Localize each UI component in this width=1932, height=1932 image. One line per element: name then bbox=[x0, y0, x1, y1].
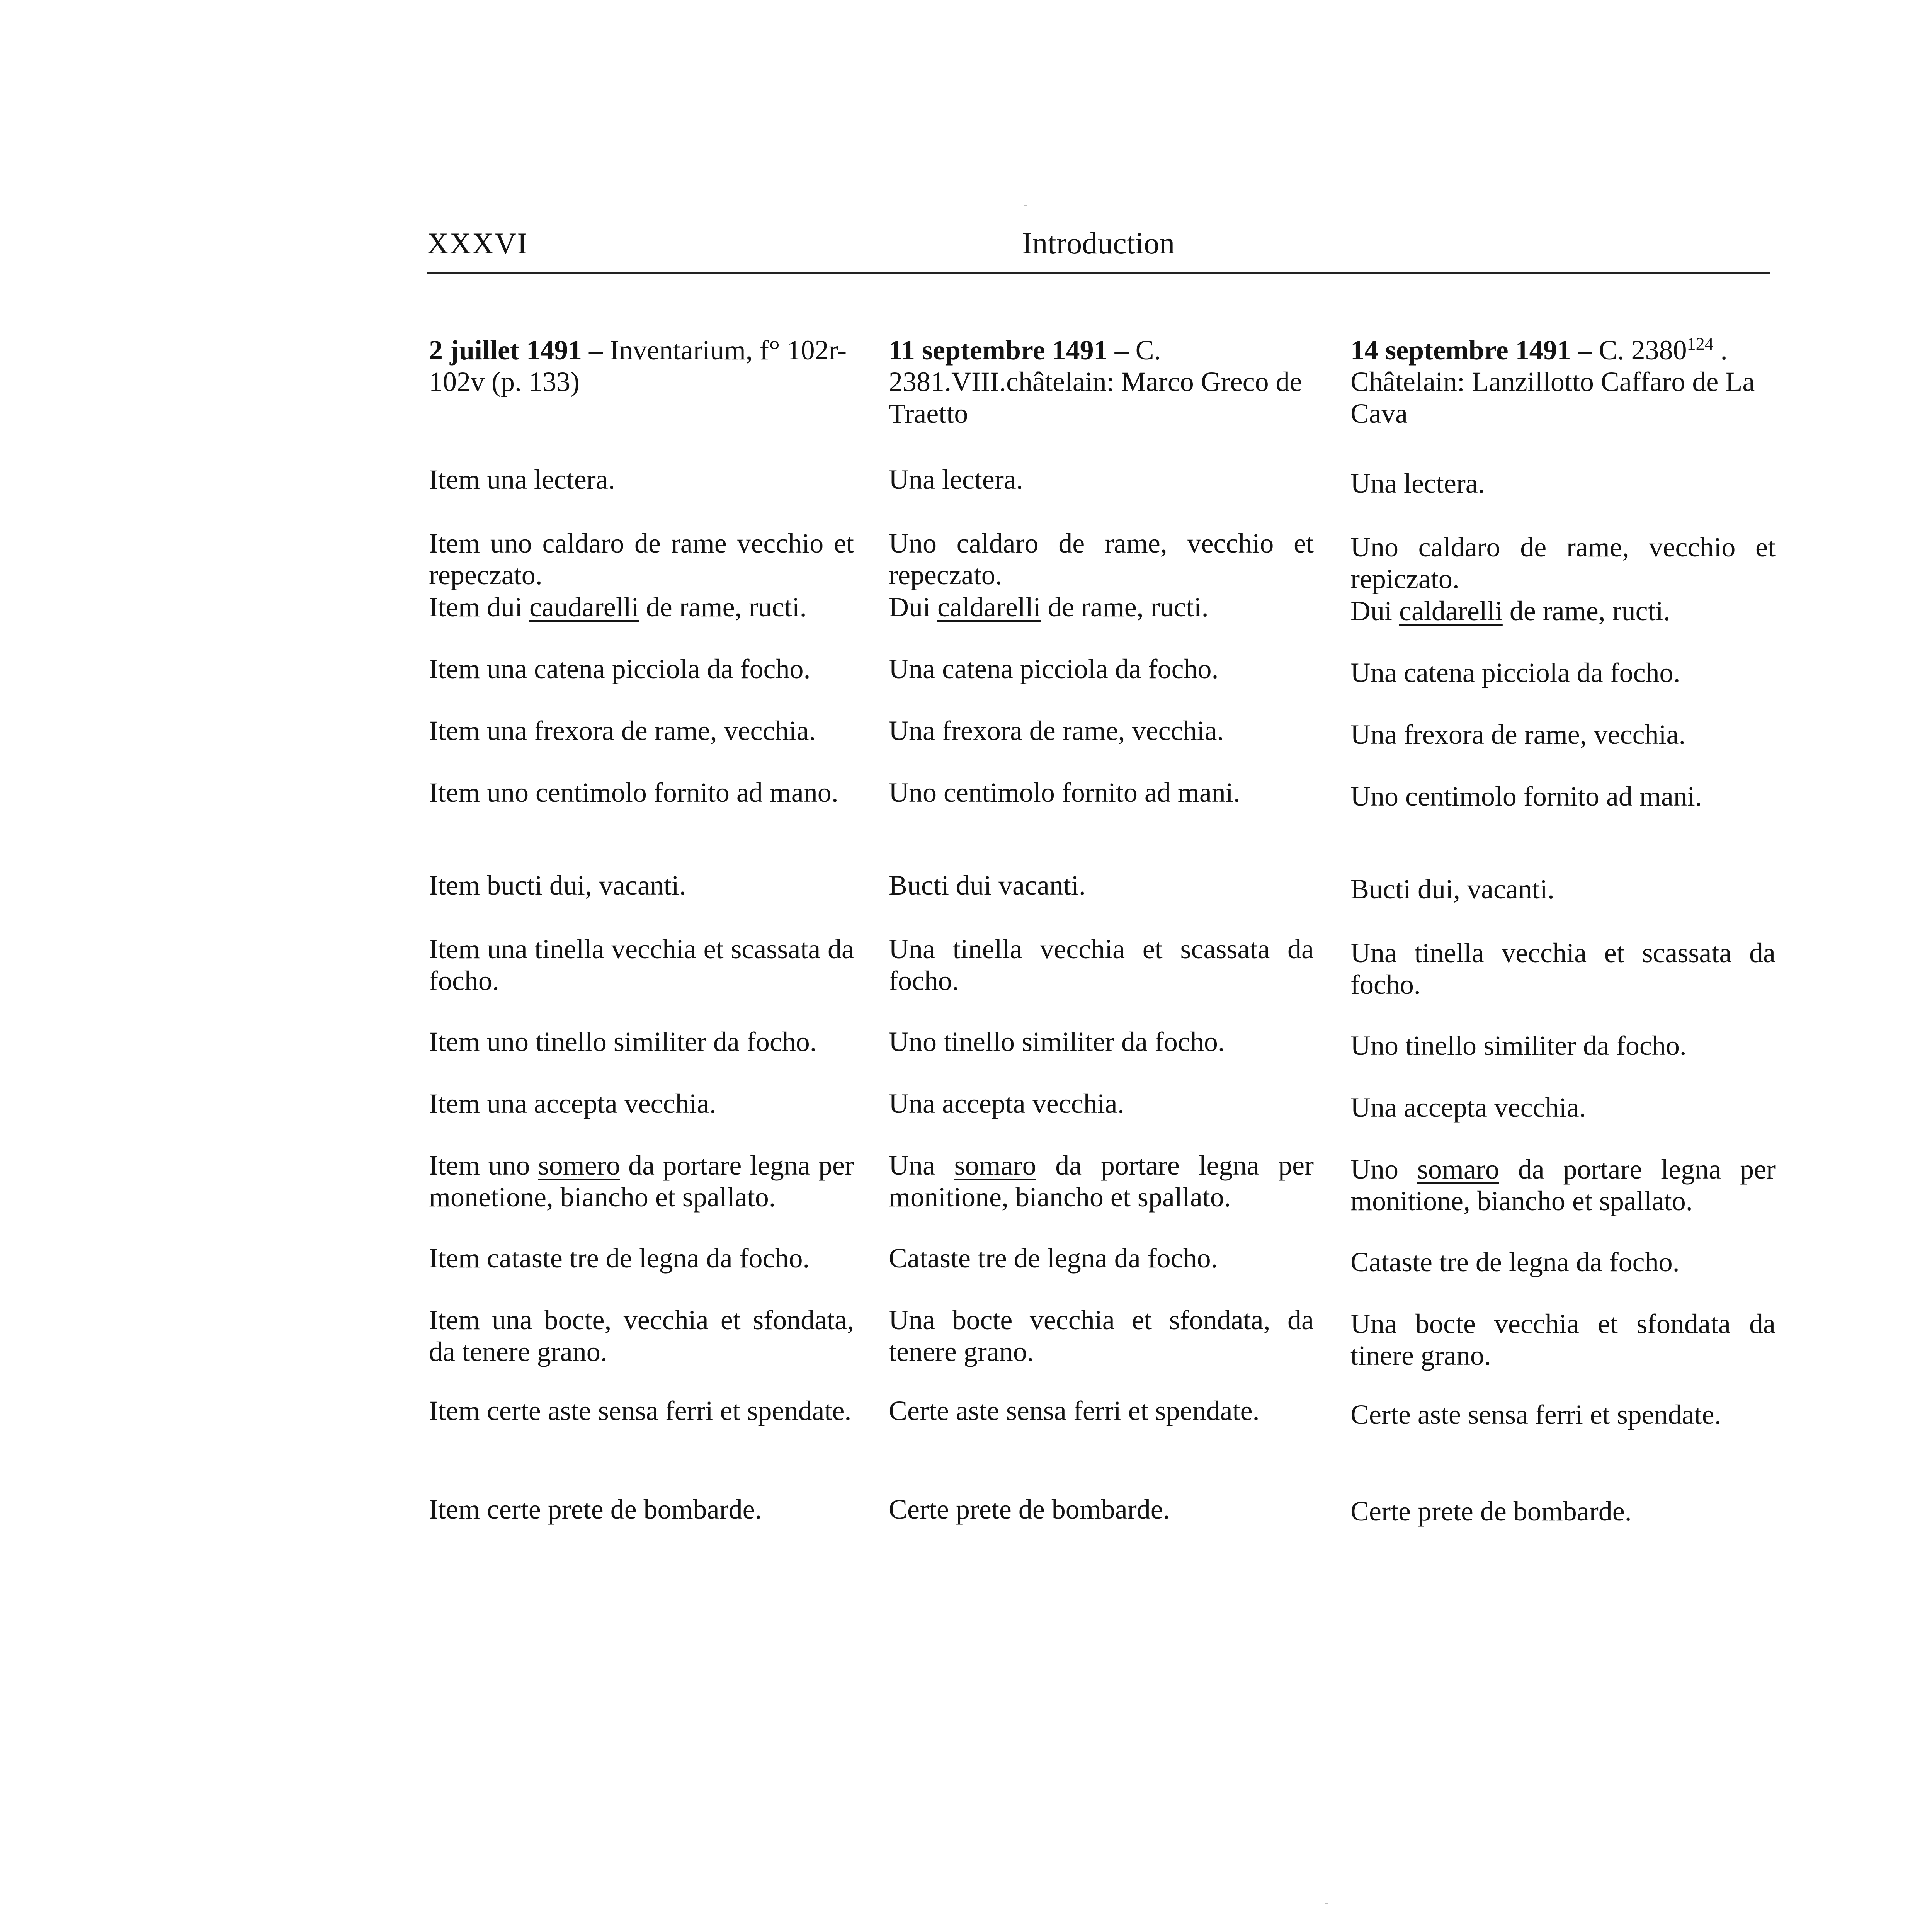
entry-text: Una bocte vecchia et sfondata da tinere grano. bbox=[1350, 1308, 1776, 1371]
entry-text: Item uno bbox=[429, 1150, 538, 1181]
inventory-entry bbox=[1350, 873, 1776, 905]
inventory-entry bbox=[889, 777, 1314, 808]
entry-text: Dui bbox=[889, 592, 937, 622]
entry-text: Certe aste sensa ferri et spendate. bbox=[1350, 1399, 1721, 1430]
entry-text: Uno caldaro de rame, vecchio et repeczato. bbox=[889, 528, 1314, 590]
inventory-entry bbox=[889, 464, 1314, 495]
entry-text: Certe prete de bombarde. bbox=[1350, 1496, 1632, 1527]
inventory-entry bbox=[1350, 657, 1776, 689]
inventory-entry bbox=[429, 715, 854, 747]
inventory-entry bbox=[429, 869, 854, 901]
inventory-entry bbox=[889, 1395, 1314, 1427]
entry-text: Una accepta vecchia. bbox=[889, 1088, 1124, 1119]
heading-castellan: . Châtelain: Lanzillotto Caffaro de La Cava bbox=[1350, 335, 1755, 429]
inventory-entry bbox=[1350, 937, 1776, 1000]
entry-text: Uno tinello similiter da focho. bbox=[1350, 1030, 1687, 1061]
entry-text: Cataste tre de legna da focho. bbox=[1350, 1247, 1680, 1277]
entry-text: de rame, ructi. bbox=[1502, 595, 1670, 626]
heading-castellan: châtelain: Marco Greco de Traetto bbox=[889, 366, 1302, 429]
entry-text: Item dui bbox=[429, 592, 529, 622]
heading-reference: – Inventarium, f° 102r-102v (p. 133) bbox=[429, 335, 847, 397]
underlined-term: somaro bbox=[1417, 1154, 1499, 1185]
entry-text: Cataste tre de legna da focho. bbox=[889, 1243, 1218, 1274]
entry-text: Uno tinello similiter da focho. bbox=[889, 1026, 1225, 1057]
inventory-entry bbox=[429, 1026, 854, 1058]
inventory-entry bbox=[429, 1088, 854, 1119]
entry-text: Una tinella vecchia et scassata da focho. bbox=[889, 934, 1314, 996]
inventory-entry bbox=[889, 715, 1314, 747]
section-title: Introduction bbox=[1022, 226, 1175, 260]
entry-text: Item certe prete de bombarde. bbox=[429, 1494, 762, 1525]
inventory-entry bbox=[889, 1493, 1314, 1525]
column-heading bbox=[1350, 334, 1776, 429]
underlined-term: somero bbox=[538, 1150, 620, 1181]
inventory-entry bbox=[1350, 1308, 1776, 1371]
entry-text: Item cataste tre de legna da focho. bbox=[429, 1243, 810, 1274]
inventory-entry bbox=[1350, 1399, 1776, 1430]
running-head bbox=[427, 226, 1770, 274]
entry-text: Item una bocte, vecchia et sfondata, da tenere grano. bbox=[429, 1304, 854, 1367]
inventory-entry bbox=[1350, 595, 1776, 627]
inventory-entry bbox=[889, 869, 1314, 901]
entry-text: Uno centimolo fornito ad mani. bbox=[1350, 781, 1702, 812]
entry-text: Una bocte vecchia et sfondata, da tenere grano. bbox=[889, 1304, 1314, 1367]
inventory-entry bbox=[429, 653, 854, 685]
entry-text: Una catena picciola da focho. bbox=[1350, 657, 1680, 688]
entry-text: Item una frexora de rame, vecchia. bbox=[429, 715, 816, 746]
inventory-entry bbox=[1350, 1495, 1776, 1527]
inventory-entry bbox=[889, 1242, 1314, 1274]
inventory-entry bbox=[429, 1150, 854, 1213]
entry-text: Una frexora de rame, vecchia. bbox=[889, 715, 1224, 746]
footnote-ref[interactable]: 124 bbox=[1687, 334, 1714, 354]
inventory-entry bbox=[429, 527, 854, 591]
entry-text: Bucti dui vacanti. bbox=[889, 870, 1086, 901]
heading-date: 14 septembre 1491 bbox=[1350, 335, 1571, 366]
entry-text: Item una lectera. bbox=[429, 464, 615, 495]
entry-text: Item certe aste sensa ferri et spendate. bbox=[429, 1395, 852, 1426]
column-heading bbox=[429, 334, 854, 398]
inventory-entry bbox=[1350, 781, 1776, 812]
heading-date: 11 septembre 1491 bbox=[889, 335, 1108, 366]
entry-text: da portare legna per monetione, biancho et spallato. bbox=[429, 1150, 854, 1213]
underlined-term: caldarelli bbox=[937, 592, 1041, 622]
heading-reference: – C. 2380 bbox=[1571, 335, 1687, 366]
entry-text: Una catena picciola da focho. bbox=[889, 653, 1219, 684]
entry-text: Una tinella vecchia et scassata da focho. bbox=[1350, 937, 1776, 1000]
inventory-entry bbox=[1350, 1030, 1776, 1061]
entry-text: Uno caldaro de rame, vecchio et repiczato. bbox=[1350, 532, 1776, 594]
entry-text: da portare legna per monitione, biancho et spallato. bbox=[1350, 1154, 1776, 1216]
inventory-entry bbox=[429, 933, 854, 997]
heading-reference: – C. 2381.VIII. bbox=[889, 335, 1161, 397]
entry-text: Item una catena picciola da focho. bbox=[429, 653, 811, 684]
entry-text: Uno centimolo fornito ad mani. bbox=[889, 777, 1240, 808]
inventory-entry bbox=[1350, 531, 1776, 595]
page-number: XXXVI bbox=[427, 226, 528, 260]
entry-text: Una frexora de rame, vecchia. bbox=[1350, 719, 1686, 750]
entry-text: Certe prete de bombarde. bbox=[889, 1494, 1170, 1525]
entry-text: Una accepta vecchia. bbox=[1350, 1092, 1586, 1123]
inventory-entry bbox=[429, 1242, 854, 1274]
entry-text: Certe aste sensa ferri et spendate. bbox=[889, 1395, 1260, 1426]
inventory-entry bbox=[1350, 1153, 1776, 1217]
entry-text: Item una accepta vecchia. bbox=[429, 1088, 716, 1119]
inventory-entry bbox=[429, 1493, 854, 1525]
underlined-term: somaro bbox=[954, 1150, 1036, 1181]
inventory-entry bbox=[889, 591, 1314, 623]
inventory-entry bbox=[1350, 1246, 1776, 1278]
entry-text: Item bucti dui, vacanti. bbox=[429, 870, 686, 901]
entry-text: Una lectera. bbox=[889, 464, 1023, 495]
inventory-entry bbox=[429, 777, 854, 808]
inventory-entry bbox=[1350, 1092, 1776, 1123]
entry-text: Item uno tinello similiter da focho. bbox=[429, 1026, 817, 1057]
inventory-entry bbox=[889, 1026, 1314, 1058]
entry-text: de rame, ructi. bbox=[639, 592, 807, 622]
inventory-entry bbox=[1350, 468, 1776, 499]
scan-speck bbox=[1024, 205, 1027, 206]
inventory-entry bbox=[1350, 719, 1776, 750]
entry-text: Una lectera. bbox=[1350, 468, 1485, 499]
entry-text: de rame, ructi. bbox=[1041, 592, 1209, 622]
inventory-entry bbox=[889, 1088, 1314, 1119]
entry-text: Item uno caldaro de rame vecchio et repeczato. bbox=[429, 528, 854, 590]
inventory-entry bbox=[889, 1304, 1314, 1367]
entry-text: Dui bbox=[1350, 595, 1399, 626]
scan-speck bbox=[1325, 1903, 1328, 1904]
entry-text: Item uno centimolo fornito ad mano. bbox=[429, 777, 838, 808]
underlined-term: caldarelli bbox=[1399, 595, 1503, 626]
inventory-entry bbox=[429, 464, 854, 495]
column-heading bbox=[889, 334, 1314, 429]
inventory-entry bbox=[889, 653, 1314, 685]
inventory-entry bbox=[429, 1304, 854, 1367]
entry-text: Uno bbox=[1350, 1154, 1417, 1185]
underlined-term: caudarelli bbox=[529, 592, 639, 622]
inventory-entry bbox=[889, 527, 1314, 591]
entry-text: Bucti dui, vacanti. bbox=[1350, 874, 1554, 905]
inventory-entry bbox=[429, 591, 854, 623]
heading-date: 2 juillet 1491 bbox=[429, 335, 582, 366]
inventory-entry bbox=[889, 1150, 1314, 1213]
entry-text: da portare legna per monitione, biancho et spallato. bbox=[889, 1150, 1314, 1213]
inventory-entry bbox=[889, 933, 1314, 997]
inventory-entry bbox=[429, 1395, 854, 1427]
entry-text: Item una tinella vecchia et scassata da focho. bbox=[429, 934, 854, 996]
entry-text: Una bbox=[889, 1150, 954, 1181]
